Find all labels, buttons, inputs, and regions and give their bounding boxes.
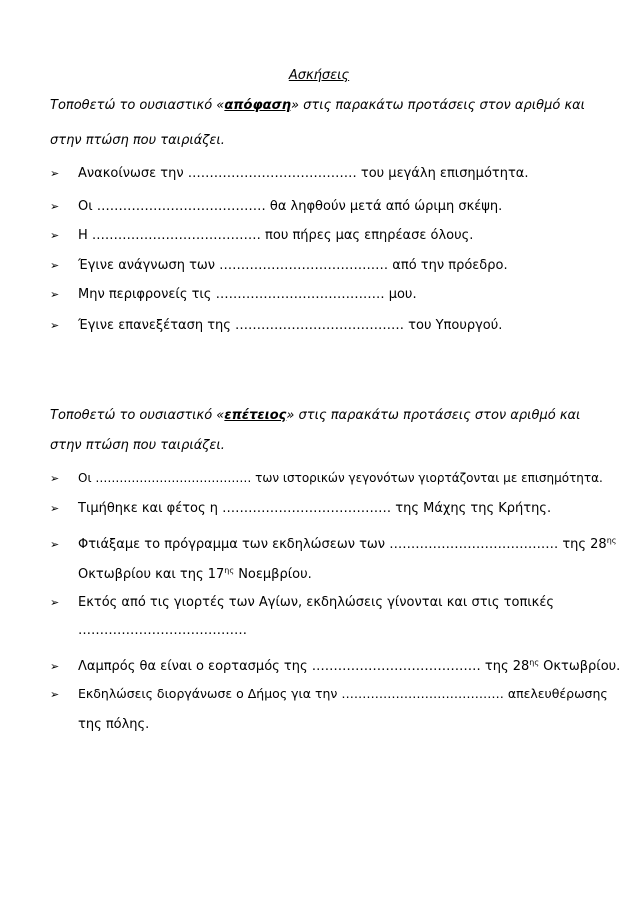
section1-target-word: απόφαση: [224, 98, 291, 113]
page-title: Ασκήσεις: [288, 68, 350, 83]
section2-intro-post: » στις παρακάτω προτάσεις στον αριθμό και: [286, 408, 581, 423]
section2-target-word: επέτειος: [224, 408, 287, 423]
ordinal-suffix: ης: [224, 566, 235, 575]
section2-item-6-continuation: της πόλης.: [78, 717, 150, 732]
section1-intro-post: » στις παρακάτω προτάσεις στον αριθμό και: [290, 98, 586, 113]
section1-instruction-line2: στην πτώση που ταιριάζει.: [50, 133, 225, 148]
arrow-bullet-icon: ➢: [50, 167, 60, 180]
section2-item-1: ➢ Οι ………………………………… των ιστορικών γεγονότων γιορτάζονται με επισημότητα.: [50, 471, 603, 485]
section2-instruction: [50, 408, 580, 424]
arrow-bullet-icon: ➢: [50, 596, 60, 609]
arrow-bullet-icon: ➢: [50, 660, 60, 673]
arrow-bullet-icon: ➢: [50, 538, 60, 551]
arrow-bullet-icon: ➢: [50, 472, 60, 485]
section1-item-6: ➢ Έγινε επανεξέταση της ………………………………… του Υπουργού.: [50, 318, 503, 333]
arrow-bullet-icon: ➢: [50, 319, 60, 332]
arrow-bullet-icon: ➢: [50, 229, 60, 242]
section1-intro-pre: Τοποθετώ το ουσιαστικό «: [50, 98, 225, 113]
section1-instruction: [50, 98, 585, 114]
section2-item-3: ➢ Φτιάξαμε το πρόγραμμα των εκδηλώσεων των ………………………………… της $28^{\eta\varsigma}$: [50, 536, 617, 552]
arrow-bullet-icon: ➢: [50, 288, 60, 301]
arrow-bullet-icon: ➢: [50, 688, 60, 701]
section2-item-4: ➢ Εκτός από τις γιορτές των Αγίων, εκδηλώσεις γίνονται και στις τοπικές: [50, 595, 555, 610]
section1-item-2: ➢ Οι ………………………………… θα ληφθούν μετά από ώριμη σκέψη.: [50, 199, 503, 214]
section2-item-3-continuation: Οκτωβρίου και της $17^{\eta\varsigma}$ Νοεμβρίου.: [78, 566, 312, 582]
section2-item-5: ➢ Λαμπρός θα είναι ο εορτασμός της ………………………………… της $28^{\eta\varsigma}$ Οκτωβρίου.: [50, 658, 621, 674]
section2-intro-pre: Τοποθετώ το ουσιαστικό «: [50, 408, 225, 423]
arrow-bullet-icon: ➢: [50, 502, 60, 515]
section1-item-3: ➢ Η ………………………………… που πήρες μας επηρέασε όλους.: [50, 228, 474, 243]
section1-item-5: ➢ Μην περιφρονείς τις ………………………………… μου.: [50, 287, 417, 302]
section1-item-1: ➢ Ανακοίνωσε την ………………………………… του μεγάλη επισημότητα.: [50, 166, 529, 181]
ordinal-suffix: ης: [529, 658, 540, 667]
section2-item-6: ➢ Εκδηλώσεις διοργάνωσε ο Δήμος για την ………………………………… απελευθέρωσης: [50, 686, 608, 701]
section2-item-2: ➢ Τιμήθηκε και φέτος η ………………………………… της Μάχης της Κρήτης.: [50, 501, 552, 516]
section2-item-4-continuation: …………………………………: [78, 623, 247, 638]
section1-item-4: ➢ Έγινε ανάγνωση των ………………………………… από την πρόεδρο.: [50, 258, 508, 273]
section2-instruction-line2: στην πτώση που ταιριάζει.: [50, 438, 225, 453]
ordinal-suffix: ης: [606, 536, 617, 545]
arrow-bullet-icon: ➢: [50, 259, 60, 272]
arrow-bullet-icon: ➢: [50, 200, 60, 213]
